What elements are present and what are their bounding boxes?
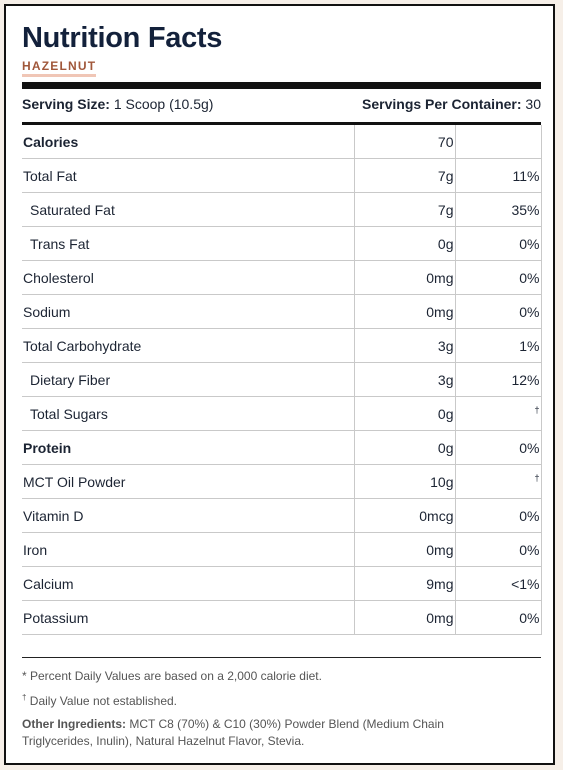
nutrient-row (22, 465, 541, 499)
nutrient-amount: 0mcg (354, 499, 455, 533)
nutrient-amount: 0g (354, 431, 455, 465)
nutrient-amount: 0mg (354, 533, 455, 567)
nutrient-row (22, 363, 541, 397)
nutrient-name: Potassium (22, 601, 354, 635)
nutrient-daily-value: 0% (455, 295, 541, 329)
nutrient-row (22, 159, 541, 193)
nutrient-daily-value: 12% (455, 363, 541, 397)
nutrient-name: Dietary Fiber (22, 363, 354, 397)
nutrient-name: Protein (22, 431, 354, 465)
percent-dv-footnote: * Percent Daily Values are based on a 2,000 calorie diet. (22, 669, 322, 683)
ingredients-label: Other Ingredients: (22, 717, 127, 731)
nutrient-daily-value: 0% (455, 601, 541, 635)
serving-size-value: 1 Scoop (10.5g) (113, 96, 214, 112)
nutrient-name: Trans Fat (22, 227, 354, 261)
nutrient-daily-value: 0% (455, 227, 541, 261)
nutrient-amount: 7g (354, 193, 455, 227)
nutrient-amount: 10g (354, 465, 455, 499)
nutrient-daily-value: 35% (455, 193, 541, 227)
nutrient-name: Total Sugars (22, 397, 354, 431)
dagger-mark: † (534, 473, 540, 484)
nutrient-amount: 70 (354, 125, 455, 159)
servings-per-container (362, 95, 541, 113)
nutrient-daily-value: 0% (455, 261, 541, 295)
dagger-footnote (22, 693, 177, 708)
nutrient-table (22, 125, 542, 635)
nutrient-daily-value (455, 125, 541, 159)
nutrient-name: Saturated Fat (22, 193, 354, 227)
nutrient-daily-value (455, 465, 541, 499)
dagger-mark: † (534, 405, 540, 416)
serving-size-label: Serving Size: (22, 96, 110, 112)
thick-divider-top (22, 82, 541, 89)
nutrient-row (22, 193, 541, 227)
nutrient-amount: 0mg (354, 601, 455, 635)
nutrient-name: Total Carbohydrate (22, 329, 354, 363)
nutrient-amount: 0g (354, 397, 455, 431)
ingredients-text: MCT C8 (70%) & C10 (30%) Powder Blend (Medium Chain Triglycerides, Inulin), Natural Hazelnut Flavor, Stevia. (22, 717, 444, 748)
nutrient-daily-value: <1% (455, 567, 541, 601)
nutrient-row (22, 397, 541, 431)
nutrient-name: Vitamin D (22, 499, 354, 533)
nutrient-name: Calories (22, 125, 354, 159)
panel-title: Nutrition Facts (22, 22, 223, 54)
nutrient-row (22, 499, 541, 533)
footer-divider (22, 657, 541, 658)
nutrient-row (22, 261, 541, 295)
nutrient-row (22, 431, 541, 465)
nutrient-name: Calcium (22, 567, 354, 601)
nutrient-row (22, 601, 541, 635)
nutrient-row (22, 533, 541, 567)
nutrient-row (22, 125, 541, 159)
nutrient-daily-value: 0% (455, 499, 541, 533)
nutrient-row (22, 295, 541, 329)
nutrient-daily-value: 0% (455, 431, 541, 465)
nutrient-name: Cholesterol (22, 261, 354, 295)
nutrient-row (22, 329, 541, 363)
nutrient-amount: 3g (354, 363, 455, 397)
dagger-footnote-text: Daily Value not established. (29, 694, 177, 708)
nutrient-amount: 0mg (354, 295, 455, 329)
nutrient-daily-value: 1% (455, 329, 541, 363)
nutrient-amount: 7g (354, 159, 455, 193)
nutrient-name: MCT Oil Powder (22, 465, 354, 499)
nutrient-table-body (22, 125, 541, 635)
nutrient-amount: 0mg (354, 261, 455, 295)
serving-size (22, 95, 213, 113)
nutrient-daily-value (455, 397, 541, 431)
nutrient-daily-value: 0% (455, 533, 541, 567)
nutrient-daily-value: 11% (455, 159, 541, 193)
nutrient-row (22, 227, 541, 261)
nutrient-amount: 3g (354, 329, 455, 363)
flavor-label: HAZELNUT (22, 59, 96, 77)
other-ingredients (22, 716, 502, 750)
nutrient-name: Total Fat (22, 159, 354, 193)
nutrient-name: Sodium (22, 295, 354, 329)
nutrient-name: Iron (22, 533, 354, 567)
dagger-mark: † (22, 693, 27, 702)
servings-per-container-value: 30 (525, 96, 541, 112)
nutrient-amount: 9mg (354, 567, 455, 601)
servings-per-container-label: Servings Per Container: (362, 96, 522, 112)
nutrient-row (22, 567, 541, 601)
nutrient-amount: 0g (354, 227, 455, 261)
nutrition-facts-panel (4, 4, 555, 765)
